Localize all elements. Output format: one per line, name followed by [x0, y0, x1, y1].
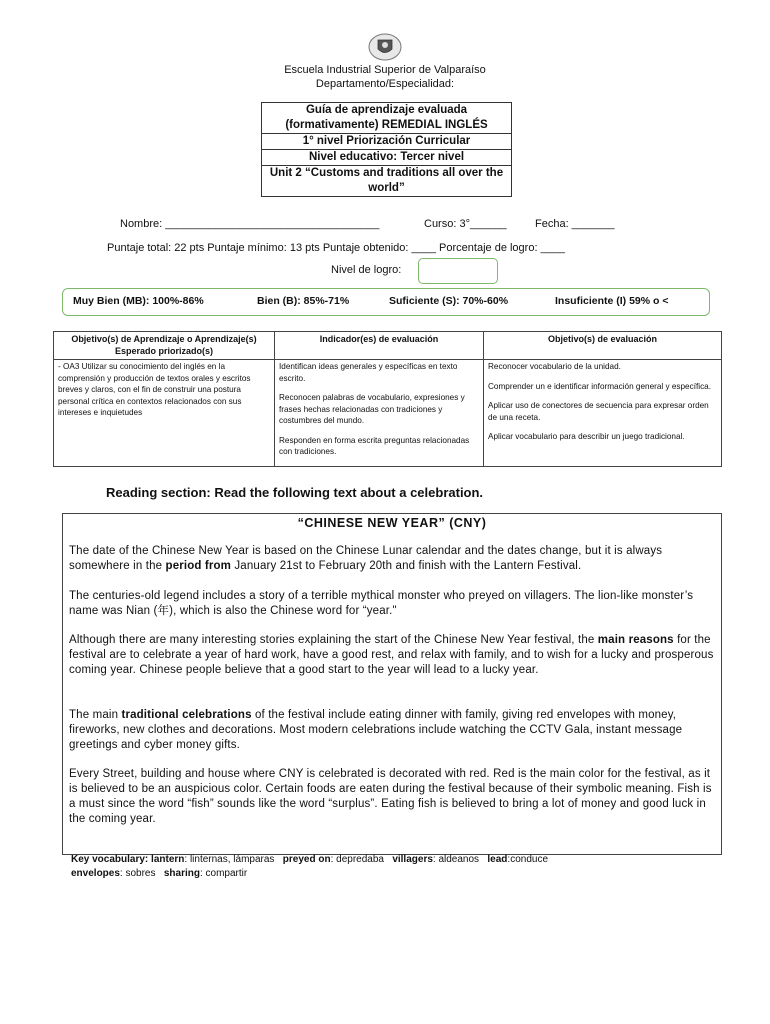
scale-bien: Bien (B): 85%-71% [257, 295, 350, 307]
indicator-item: Identifican ideas generales y específicas en texto escrito. [279, 362, 458, 383]
nombre-field[interactable]: Nombre: ___________________________________ [120, 218, 380, 230]
reading-instruction: Reading section: Read the following text about a celebration. [106, 485, 484, 500]
paragraph-1: The date of the Chinese New Year is based on the Chinese Lunar calendar and the dates change, but it is always somewhere in the period from January 21st to February 20th and finish with the Lantern Festival. [69, 545, 663, 572]
evaluation-objective-item: Reconocer vocabulario de la unidad. [488, 362, 621, 371]
vocab-def: : aldeanos [432, 854, 480, 865]
nivel-logro-label: Nivel de logro: [331, 264, 402, 276]
vocab-term: villagers [392, 854, 433, 865]
nivel-logro-box[interactable] [418, 258, 498, 284]
guide-unit: Unit 2 “Customs and traditions all over the world” [269, 167, 504, 194]
school-name: Escuela Industrial Superior de Valparaíso [284, 64, 486, 76]
bold-period-from: period from [165, 560, 232, 572]
table-header-objetivo-aprendizaje: Objetivo(s) de Aprendizaje o Aprendizaje(s) Esperado priorizado(s) [54, 332, 275, 360]
vocab-def: : depredaba [330, 854, 384, 865]
table-header-indicador: Indicador(es) de evaluación [275, 332, 484, 360]
guide-education-level: Nivel educativo: Tercer nivel [262, 150, 511, 166]
fecha-field[interactable]: Fecha: _______ [535, 218, 615, 230]
scale-muy-bien: Muy Bien (MB): 100%-86% [73, 295, 204, 307]
key-vocabulary [71, 853, 711, 881]
vocab-def: :conduce [507, 854, 549, 865]
objectives-table [53, 331, 722, 467]
guide-title-box [261, 102, 512, 197]
vocab-def: : linternas, lámparas [184, 854, 275, 865]
table-header-objetivo-evaluacion: Objetivo(s) de evaluación [484, 332, 722, 360]
paragraph-3: Although there are many interesting stories explaining the start of the Chinese New Year festival, the main reasons for the festival are to celebrate a year of hard work, have a good rest, and relax with family, and to wish for a lucky and prosperous coming year. Chinese people believe that a good start to the year will lead to a lucky year. [69, 634, 714, 676]
puntaje-line: Puntaje total: 22 pts Puntaje mínimo: 13 pts Puntaje obtenido: ____ Porcentaje de logro: ____ [107, 242, 566, 254]
vocab-def: : sobres [119, 868, 156, 879]
vocab-term: sharing [163, 868, 200, 879]
school-seal-logo [367, 33, 403, 61]
vocab-term: preyed on [282, 854, 331, 865]
table-cell-objetivos-evaluacion [484, 360, 722, 467]
scale-insuficiente: Insuficiente (I) 59% o < [555, 295, 669, 307]
scale-suficiente: Suficiente (S): 70%-60% [389, 295, 509, 307]
evaluation-objective-item: Aplicar uso de conectores de secuencia para expresar orden de una receta. [488, 401, 709, 422]
vocab-def: : compartir [199, 868, 248, 879]
indicator-item: Reconocen palabras de vocabulario, expresiones y frases hechas relacionadas con tradiciones y costumbres del mundo. [279, 393, 465, 425]
guide-level: 1° nivel Priorización Curricular [262, 134, 511, 150]
curso-field[interactable]: Curso: 3°______ [424, 218, 507, 230]
vocab-term: envelopes [71, 868, 120, 879]
table-cell-oa3: - OA3 Utilizar su conocimiento del inglés en la comprensión y producción de textos orales y escritos breves y claros, con el fin de construir una postura personal crítica en contextos relacionados con sus intereses e inquietudes [54, 360, 275, 467]
reading-text-box [62, 513, 722, 855]
paragraph-2: The centuries-old legend includes a story of a terrible mythical monster who preyed on villagers. The lion-like monster’s name was Nian (年), which is also the Chinese word for “year." [69, 590, 694, 617]
paragraph-4: The main traditional celebrations of the festival include eating dinner with family, giving red envelopes with money, fireworks, new clothes and decorations. Most modern celebrations include watching the CCTV Gala, instant message greetings and cyber money gifts. [69, 709, 683, 751]
department-label: Departamento/Especialidad: [315, 78, 455, 90]
reading-heading: “CHINESE NEW YEAR” (CNY) [297, 516, 487, 530]
bold-traditional-celebrations: traditional celebrations [121, 709, 252, 721]
vocab-term: lantern [151, 854, 185, 865]
grading-scale [62, 288, 710, 316]
table-cell-indicadores [275, 360, 484, 467]
paragraph-5: Every Street, building and house where CNY is celebrated is decorated with red. Red is the main color for the festival, as it is believed to be an auspicious color. Certain foods are eaten during the festival because of their symbolic meaning. Fish is a must since the word “fish” sounds like the word “surplus”. Eating fish is believed to bring a lot of money and good luck in the coming year. [69, 768, 712, 825]
guide-title: Guía de aprendizaje evaluada (formativamente) REMEDIAL INGLÉS [262, 103, 511, 134]
indicator-item: Responden en forma escrita preguntas relacionadas con tradiciones. [279, 435, 470, 456]
evaluation-objective-item: Comprender un e identificar información general y específica. [488, 381, 711, 391]
vocab-term: lead [487, 854, 508, 865]
bold-main-reasons: main reasons [597, 634, 674, 646]
key-vocabulary-label: Key vocabulary: [71, 854, 149, 865]
evaluation-objective-item: Aplicar vocabulario para describir un juego tradicional. [488, 432, 685, 441]
